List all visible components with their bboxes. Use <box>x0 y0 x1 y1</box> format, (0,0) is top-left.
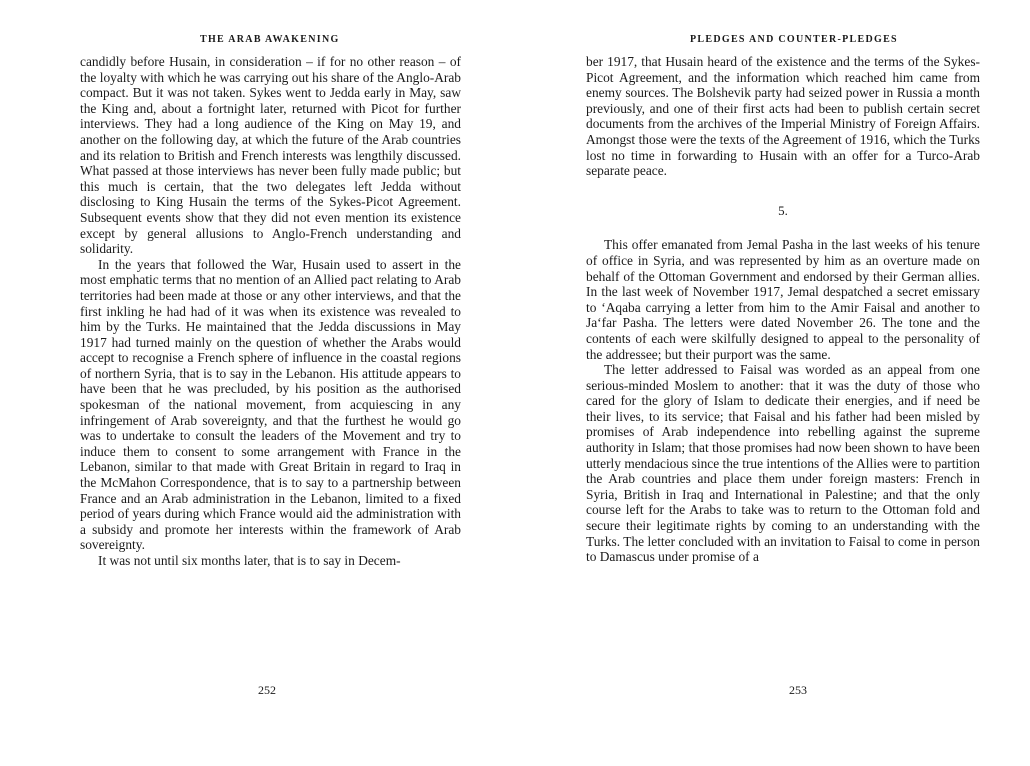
page-number-left: 252 <box>258 683 276 697</box>
running-head-right: PLEDGES AND COUNTER-PLEDGES <box>690 34 898 45</box>
paragraph: The letter addressed to Faisal was worded as an appeal from one serious-minded Moslem to another: that it was the duty of those who cared for the glory of Islam to dedicate their energies, and if need be their lives, to its service; that Faisal and his father had been misled by promises of Arab independence into rebelling against the supreme authority in Islam; that those promises had now been shown to have been utterly mendacious since the true intentions of the Allies were to partition the Arab countries and place them under foreign masters: French in Syria, British in Iraq and International in Palestine; and that the only course left for the Arabs to take was to return to the Ottoman fold and secure their legitimate rights by coming to an understanding with the Turks. The letter concluded with an invitation to Faisal to come in person to Damascus under promise of a <box>586 362 980 565</box>
section-number: 5. <box>778 202 788 218</box>
right-page-text <box>586 54 980 565</box>
paragraph: It was not until six months later, that is to say in Decem- <box>98 553 401 568</box>
paragraph: candidly before Husain, in consideration – if for no other reason – of the loyalty with which he was carrying out his share of the Anglo-Arab compact. But it was not taken. Sykes went to Jedda early in May, saw the King and, about a fortnight later, returned with Picot for further interviews. They had a long audience of the King on May 19, and another on the following day, at which the future of the Arab countries and its relation to British and French interests was lengthily discussed. What passed at those interviews has never been fully made public; but this much is certain, that the two delegates left Jedda without disclosing to King Husain the terms of the Sykes-Picot Agreement. Subsequent events show that they did not even mention its existence except by general allusions to Anglo-French understanding and solidarity. <box>80 54 461 257</box>
page-number-right: 253 <box>789 683 807 697</box>
paragraph: ber 1917, that Husain heard of the existence and the terms of the Sykes-Picot Agreement, and the information which reached him came from enemy sources. The Bolshevik party had seized power in Russia a month previously, and one of their first acts had been to publish certain secret documents from the archives of the Imperial Ministry of Foreign Affairs. Amongst those were the texts of the Agreement of 1916, which the Turks lost no time in forwarding to Husain with an offer for a Turco-Arab separate peace. <box>586 54 980 179</box>
running-head-left: THE ARAB AWAKENING <box>200 34 340 45</box>
left-page-text <box>80 54 461 569</box>
right-page <box>515 0 1030 766</box>
paragraph: In the years that followed the War, Husain used to assert in the most emphatic terms that no mention of an Allied pact relating to Arab territories had been made at those or any other interviews, and that the first inkling he had had of it was when its existence was revealed to him by the Turks. He maintained that the Jedda discussions in May 1917 had turned mainly on the question of whether the Arabs would accept to recognise a French sphere of influence in the coastal regions of northern Syria, that is to say in the Lebanon. His attitude appears to have been that he was precluded, by his position as the authorised spokesman of the national movement, from acquiescing in any infringement of Arab sovereignty, and that the furthest he would go was to undertake to consult the leaders of the Movement and try to induce them to consent to some arrangement with France in the Lebanon, similar to that made with Great Britain in regard to Iraq in the McMahon Correspondence, that is to say to a partnership between France and an Arab administration in the Lebanon, limited to a fixed period of years during which France would aid the administration with a subsidy and promote her interests within the framework of Arab sovereignty. <box>80 256 461 553</box>
paragraph: This offer emanated from Jemal Pasha in the last weeks of his tenure of office in Syria, and was represented by him as an overture made on behalf of the Ottoman Government and endorsed by their German allies. In the last week of November 1917, Jemal despatched a secret emissary to ‘Aqaba carrying a letter from him to the Amir Faisal and another to Ja‘far Pasha. The letters were dated November 26. The tone and the contents of each were skilfully designed to appeal to the personality of the addressee; but their purport was the same. <box>586 237 980 362</box>
